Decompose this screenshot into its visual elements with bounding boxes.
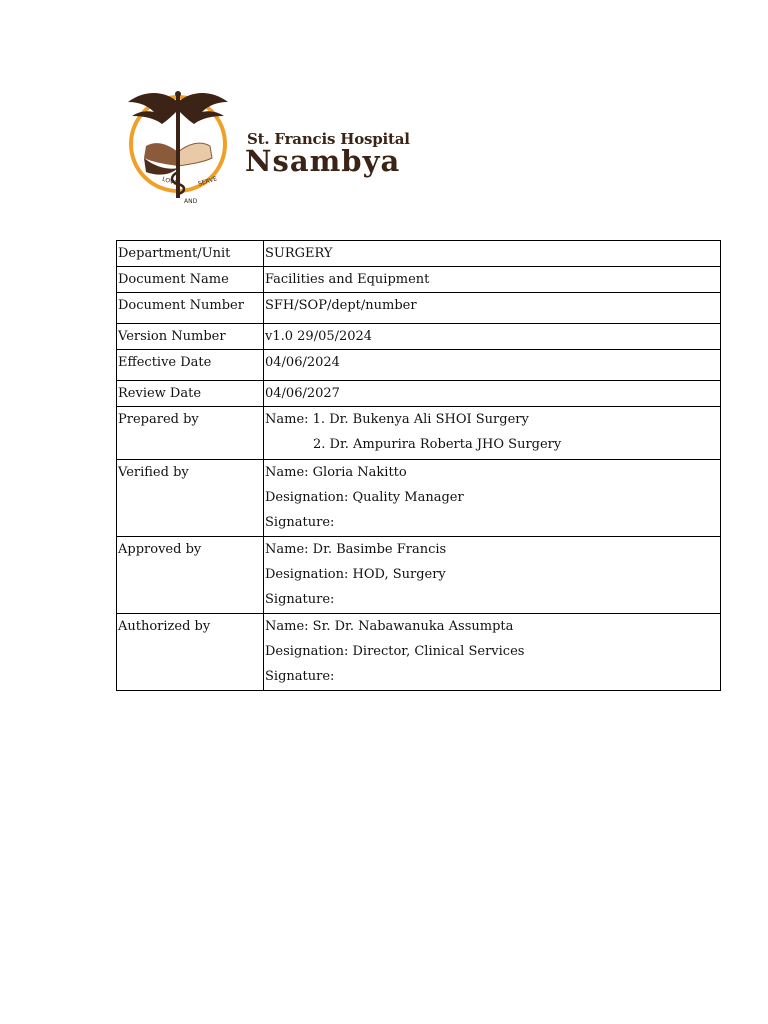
row-label: Prepared by [117,407,264,460]
value-line: Signature: [265,515,335,530]
motto-and: AND [184,198,198,205]
value-line: Signature: [265,592,335,607]
caduceus-emblem-icon [116,84,246,210]
row-label: Document Number [117,293,264,324]
row-value [264,614,721,691]
value-line: Name: Dr. Basimbe Francis [265,542,447,557]
value-line: SURGERY [265,246,333,261]
row-label: Authorized by [117,614,264,691]
value-line: 04/06/2024 [265,355,340,370]
hospital-logo [116,84,410,210]
value-line: 04/06/2027 [265,386,340,401]
value-line: Name: Sr. Dr. Nabawanuka Assumpta [265,619,514,634]
table-row [117,460,721,537]
row-label: Verified by [117,460,264,537]
value-line: 2. Dr. Ampurira Roberta JHO Surgery [313,437,562,452]
row-label: Version Number [117,324,264,350]
motto-serve: SERVE [197,175,218,188]
row-value [264,267,721,293]
table-row [117,350,721,381]
row-label: Review Date [117,381,264,407]
table-row [117,537,721,614]
value-line: Designation: HOD, Surgery [265,567,446,582]
row-label: Effective Date [117,350,264,381]
value-line: Designation: Quality Manager [265,490,464,505]
row-value [264,407,721,460]
row-value [264,241,721,267]
row-value [264,460,721,537]
table-row [117,267,721,293]
hospital-location: Nsambya [245,144,401,178]
row-value [264,537,721,614]
motto-love: LOVE [161,175,179,188]
value-line: v1.0 29/05/2024 [265,329,373,344]
value-line: Facilities and Equipment [265,272,430,287]
value-line: Signature: [265,669,335,684]
table-row [117,241,721,267]
table-row [117,293,721,324]
table-row [117,614,721,691]
row-value [264,381,721,407]
table-row [117,381,721,407]
row-label: Department/Unit [117,241,264,267]
value-line: SFH/SOP/dept/number [265,298,417,313]
hospital-name: St. Francis Hospital [247,130,410,148]
row-label: Document Name [117,267,264,293]
row-value [264,293,721,324]
value-line: Name: 1. Dr. Bukenya Ali SHOI Surgery [265,412,529,427]
value-line: Designation: Director, Clinical Services [265,644,525,659]
document-control-table [116,240,721,691]
row-label: Approved by [117,537,264,614]
row-value [264,350,721,381]
value-line: Name: Gloria Nakitto [265,465,407,480]
row-value [264,324,721,350]
table-row [117,407,721,460]
table-row [117,324,721,350]
